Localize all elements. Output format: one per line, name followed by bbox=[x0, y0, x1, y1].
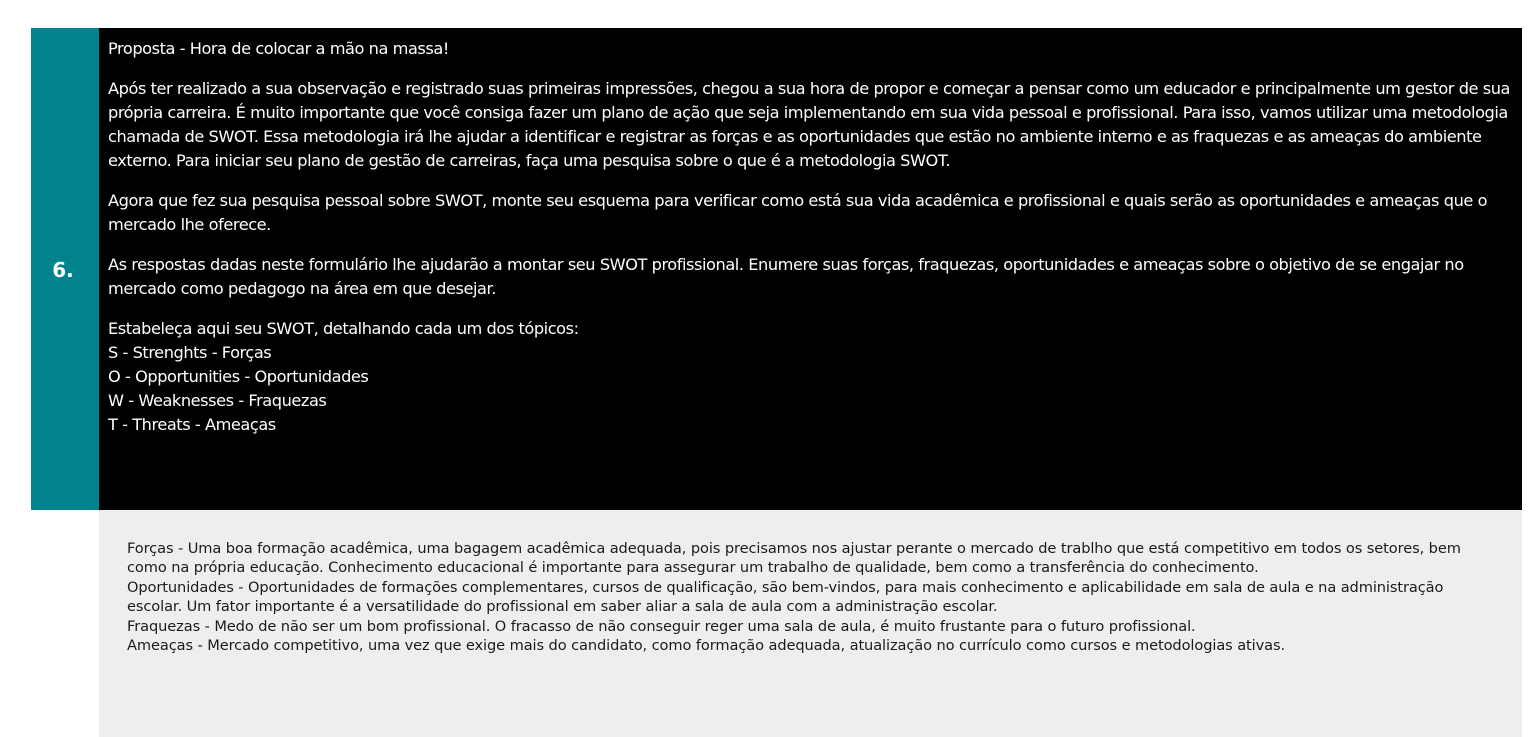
swot-item-opportunities: O - Opportunities - Oportunidades bbox=[108, 367, 369, 386]
answer-text-area[interactable] bbox=[99, 510, 1522, 737]
swot-intro: Estabeleça aqui seu SWOT, detalhando cada um dos tópicos: bbox=[108, 319, 579, 338]
swot-item-strengths: S - Strenghts - Forças bbox=[108, 343, 272, 362]
question-paragraph-3: As respostas dadas neste formulário lhe ajudarão a montar seu SWOT profissional. Enumere suas forças, fraquezas, oportunidades e ameaças sobre o objetivo de se engajar no mercado como pedagogo na área em que desejar. bbox=[108, 255, 1464, 298]
question-prompt bbox=[99, 28, 1522, 510]
question-title: Proposta - Hora de colocar a mão na massa! bbox=[108, 39, 449, 58]
answer-line-threats: Ameaças - Mercado competitivo, uma vez que exige mais do candidato, como formação adequada, atualização no currículo como cursos e metodologias ativas. bbox=[127, 637, 1286, 655]
answer-line-opportunities: Oportunidades - Oportunidades de formações complementares, cursos de qualificação, são bem-vindos, para mais conhecimento e aplicabilidade em sala de aula e na administração escolar. Um fator importante é a versatilidade do profissional em saber aliar a sala de aula com a administração escolar. bbox=[127, 578, 1444, 616]
question-number: 6. bbox=[52, 258, 74, 282]
question-number-column bbox=[31, 28, 99, 510]
swot-item-threats: T - Threats - Ameaças bbox=[108, 415, 276, 434]
question-paragraph-1: Após ter realizado a sua observação e registrado suas primeiras impressões, chegou a sua hora de propor e começar a pensar como um educador e principalmente um gestor de sua própria carreira. É muito importante que você consiga fazer um plano de ação que seja implementando em sua vida pessoal e profissional. Para isso, vamos utilizar uma metodologia chamada de SWOT. Essa metodologia irá lhe ajudar a identificar e registrar as forças e as oportunidades que estão no ambiente interno e as fraquezas e as ameaças do ambiente externo. Para iniciar seu plano de gestão de carreiras, faça uma pesquisa sobre o que é a metodologia SWOT. bbox=[108, 79, 1511, 170]
answer-line-strengths: Forças - Uma boa formação acadêmica, uma bagagem acadêmica adequada, pois precisamos nos ajustar perante o mercado de trablho que está competitivo em todos os setores, bem como na própria educação. Conhecimento educacional é importante para assegurar um trabalho de qualidade, bem como a transferência do conhecimento. bbox=[127, 540, 1461, 577]
question-paragraph-2: Agora que fez sua pesquisa pessoal sobre SWOT, monte seu esquema para verificar como está sua vida acadêmica e profissional e quais serão as oportunidades e ameaças que o mercado lhe oferece. bbox=[108, 191, 1488, 234]
swot-list bbox=[108, 317, 1512, 437]
answer-line-weaknesses: Fraquezas - Medo de não ser um bom profissional. O fracasso de não conseguir reger uma sala de aula, é muito frustante para o futuro profissional. bbox=[127, 617, 1196, 635]
swot-item-weaknesses: W - Weaknesses - Fraquezas bbox=[108, 391, 327, 410]
